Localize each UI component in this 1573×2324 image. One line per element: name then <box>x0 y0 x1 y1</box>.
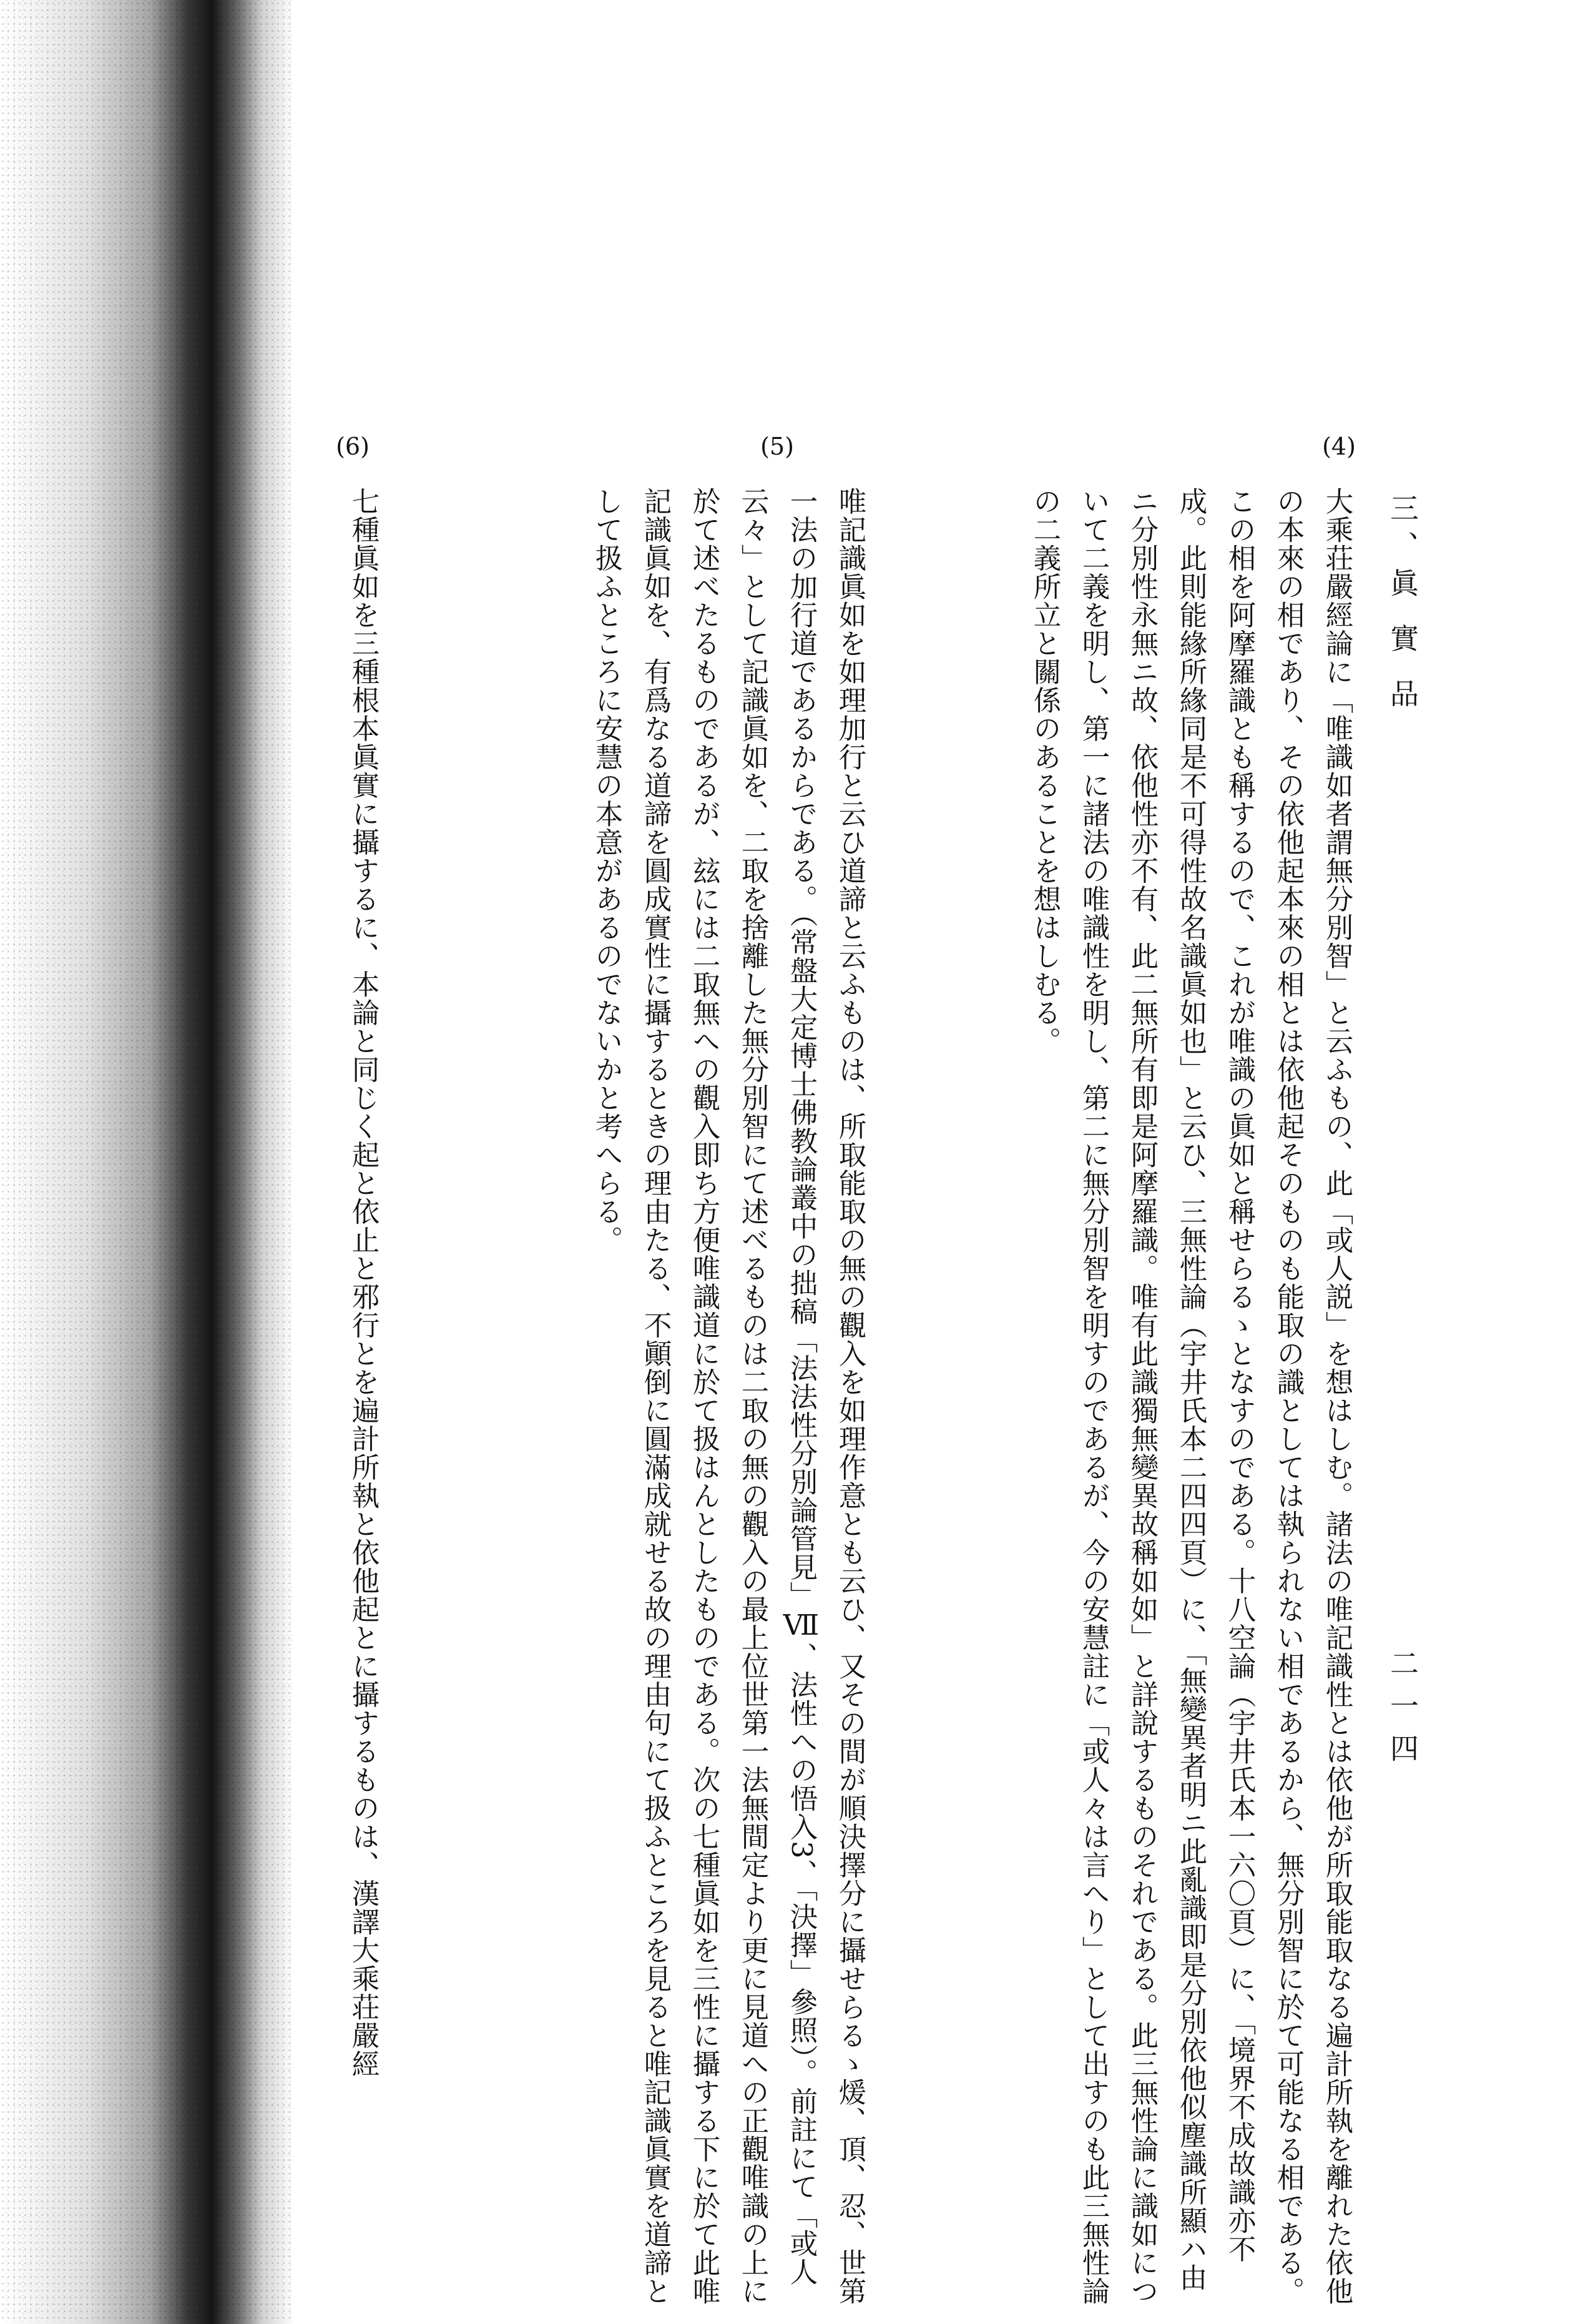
note-body-5: 唯記識眞如を如理加行と云ひ道諦と云ふものは、所取能取の無の觀入を如理作意とも云ひ、又その間が順決擇分に攝せらるゝ煖、頂、忍、世第一法の加行道であるからである。（常盤大定博士佛教論叢中の拙稿「法法性分別論管見」Ⅶ、法性への悟入3、「決擇」參照）。前註にて「或人云々」として記識眞如を、二取を捨離した無分別智にて述べるものは二取の無の觀入の最上位世第一法無間定より更に見道への正觀唯識の上に於て述べたるものであるが、玆には二取無への觀入即ち方便唯識道に於て扱はんとしたものである。次の七種眞如を三性に攝する下に於て此唯記識眞如を、有爲なる道諦を圓成實性に攝するときの理由たる、不顚倒に圓滿成就せる故の理由句にて扱ふところを見ると唯記識眞實を道諦として扱ふところに安慧の本意があるのでないかと考へらる。 <box>590 487 866 2305</box>
note-marker-6: (6) <box>336 433 370 460</box>
note-body-6: 七種眞如を三種根本眞實に攝するに、本論と同じく起と依止と邪行とを遍計所執と依他起とに攝するものは、漢譯大乘荘嚴經 <box>347 487 379 2078</box>
scan-gutter-speckle <box>0 0 293 2324</box>
section-title: 三、眞 實 品 <box>1386 493 1419 717</box>
note-marker-4: (4) <box>1322 433 1356 460</box>
note-marker-5: (5) <box>760 433 794 460</box>
note-body-4: 大乘荘嚴經論に「唯識如者謂無分別智」と云ふもの、此「或人説」を想はしむ。諸法の唯記識性とは依他が所取能取なる遍計所執を離れた依他の本來の相であり、その依他起本來の相とは依他起そのものも能取の識としては執られない相であるから、無分別智に於て可能なる相である。この相を阿摩羅識とも稱するので、これが唯識の眞如と稱せらるゝとなすのである。十八空論（宇井氏本一六〇頁）に、「境界不成故識亦不成。此則能緣所緣同是不可得性故名識眞如也」と云ひ、三無性論（宇井氏本二四四頁）に、「無變異者明ニ此亂識即是分別依他似塵識所顯ハ由ニ分別性永無ニ故、依他性亦不有、此二無所有即是阿摩羅識。唯有此識獨無變異故稱如如」と詳說するものそれである。此三無性論に識如について二義を明し、第一に諸法の唯識性を明し、第二に無分別智を明すのであるが、今の安慧註に「或人々は言へり」として出すのも此三無性論の二義所立と關係のあることを想はしむる。 <box>1029 487 1353 2305</box>
page-number: 二一四 <box>1386 1648 1419 1776</box>
